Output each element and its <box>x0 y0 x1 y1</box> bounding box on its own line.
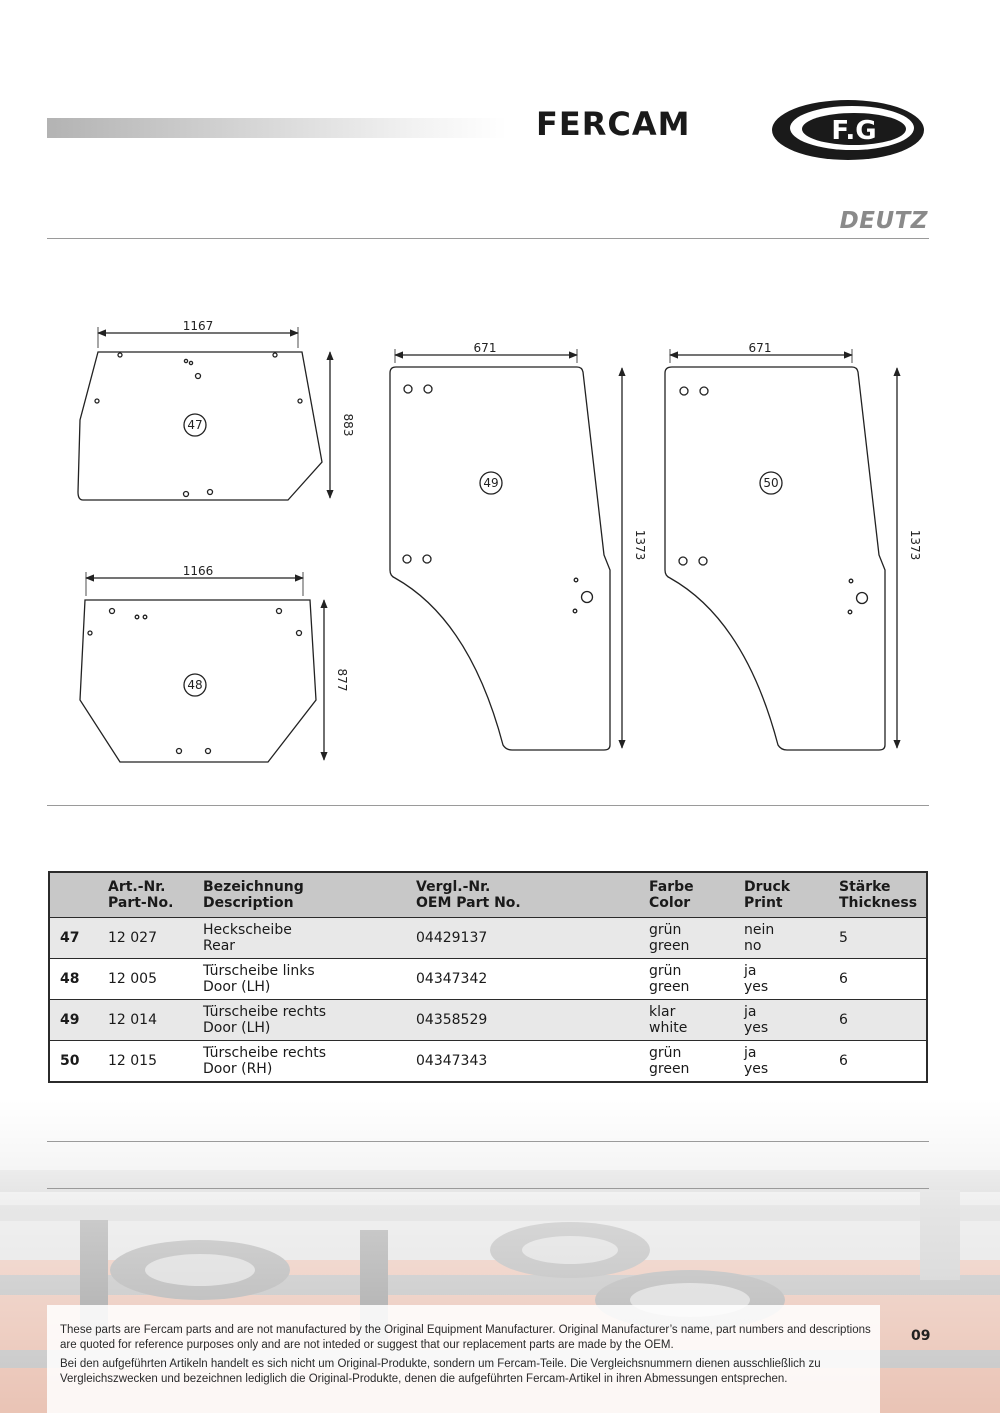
part-no: 12 005 <box>108 971 157 987</box>
description: Heckscheibe Rear <box>203 922 292 954</box>
drawing-49 <box>390 349 622 750</box>
dim-height-49-label: 1373 <box>633 529 647 561</box>
header-print: Druck Print <box>744 879 791 911</box>
part-no: 12 014 <box>108 1012 157 1028</box>
description: Türscheibe rechts Door (RH) <box>203 1045 326 1077</box>
header-divider <box>47 238 929 239</box>
footer-divider-1 <box>47 1141 929 1142</box>
color: klar white <box>649 1004 688 1036</box>
thickness: 6 <box>839 971 848 987</box>
footer-divider-2 <box>47 1188 929 1189</box>
part-number-50: 50 <box>763 476 779 490</box>
header-color: Farbe Color <box>649 879 694 911</box>
row-number: 49 <box>60 1012 80 1028</box>
print: ja yes <box>744 1045 769 1077</box>
header-oem: Vergl.-Nr. OEM Part No. <box>416 879 521 911</box>
header-gradient-bar <box>47 118 507 138</box>
part-no: 12 027 <box>108 930 157 946</box>
oem-part-no: 04347342 <box>416 971 488 987</box>
table-header-row <box>50 873 926 917</box>
thickness: 6 <box>839 1053 848 1069</box>
table-row <box>50 1040 926 1081</box>
logo-badge-text: F.G <box>831 116 877 146</box>
header-part-no: Art.-Nr. Part-No. <box>108 879 174 911</box>
logo-wordmark: FERCAM <box>536 105 691 143</box>
color: grün green <box>649 963 690 995</box>
disclaimer-english: These parts are Fercam parts and are not manufactured by the Original Equipment Manufacturer. Original Manufacturer’s name, part numbers and descriptions are quoted for reference purposes only and are not inteded or suggest that our replacement parts are made by the OEM. <box>60 1324 871 1351</box>
dim-height-48-label: 877 <box>335 668 349 692</box>
print: ja yes <box>744 1004 769 1036</box>
thickness: 5 <box>839 930 848 946</box>
part-number-48: 48 <box>187 678 203 692</box>
description: Türscheibe links Door (LH) <box>203 963 315 995</box>
oem-part-no: 04429137 <box>416 930 488 946</box>
part-number-49: 49 <box>483 476 499 490</box>
print: ja yes <box>744 963 769 995</box>
dim-width-48-label: 1166 <box>182 564 214 578</box>
dim-height-47-label: 883 <box>341 413 355 437</box>
glass-outline-50 <box>665 367 885 750</box>
row-number: 48 <box>60 971 80 987</box>
color: grün green <box>649 1045 690 1077</box>
color: grün green <box>649 922 690 954</box>
part-number-47: 47 <box>187 418 203 432</box>
dim-width-47-label: 1167 <box>182 319 214 333</box>
table-row <box>50 958 926 999</box>
header-description: Bezeichnung Description <box>203 879 304 911</box>
oem-part-no: 04347343 <box>416 1053 488 1069</box>
dim-width-49-label: 671 <box>473 341 497 355</box>
header-thickness: Stärke Thickness <box>839 879 918 911</box>
glass-drawings <box>0 300 1000 780</box>
disclaimer-german: Bei den aufgeführten Artikeln handelt es sich nicht um Original-Produkte, sondern um Fercam-Teile. Die Vergleichsnummern dienen ausschließlich zu Vergleichszwecken und bezeichnen lediglich die Original-Produkte, denen die aufgeführten Fercam-Artikel in ihren Abmessungen entsprechen. <box>60 1358 821 1385</box>
table-row <box>50 999 926 1040</box>
oem-part-no: 04358529 <box>416 1012 488 1028</box>
parts-table <box>48 871 928 1083</box>
thickness: 6 <box>839 1012 848 1028</box>
row-number: 47 <box>60 930 80 946</box>
page-number: 09 <box>911 1328 931 1344</box>
dim-width-50-label: 671 <box>748 341 772 355</box>
table-row <box>50 917 926 958</box>
brand-title: DEUTZ <box>839 208 928 234</box>
print: nein no <box>744 922 775 954</box>
part-no: 12 015 <box>108 1053 157 1069</box>
dim-height-50-label: 1373 <box>908 529 922 561</box>
drawing-47 <box>78 327 330 500</box>
drawings-divider <box>47 805 929 806</box>
drawing-50 <box>665 349 897 750</box>
row-number: 50 <box>60 1053 80 1069</box>
description: Türscheibe rechts Door (LH) <box>203 1004 326 1036</box>
drawing-48 <box>80 572 324 762</box>
fercam-logo <box>530 92 930 170</box>
